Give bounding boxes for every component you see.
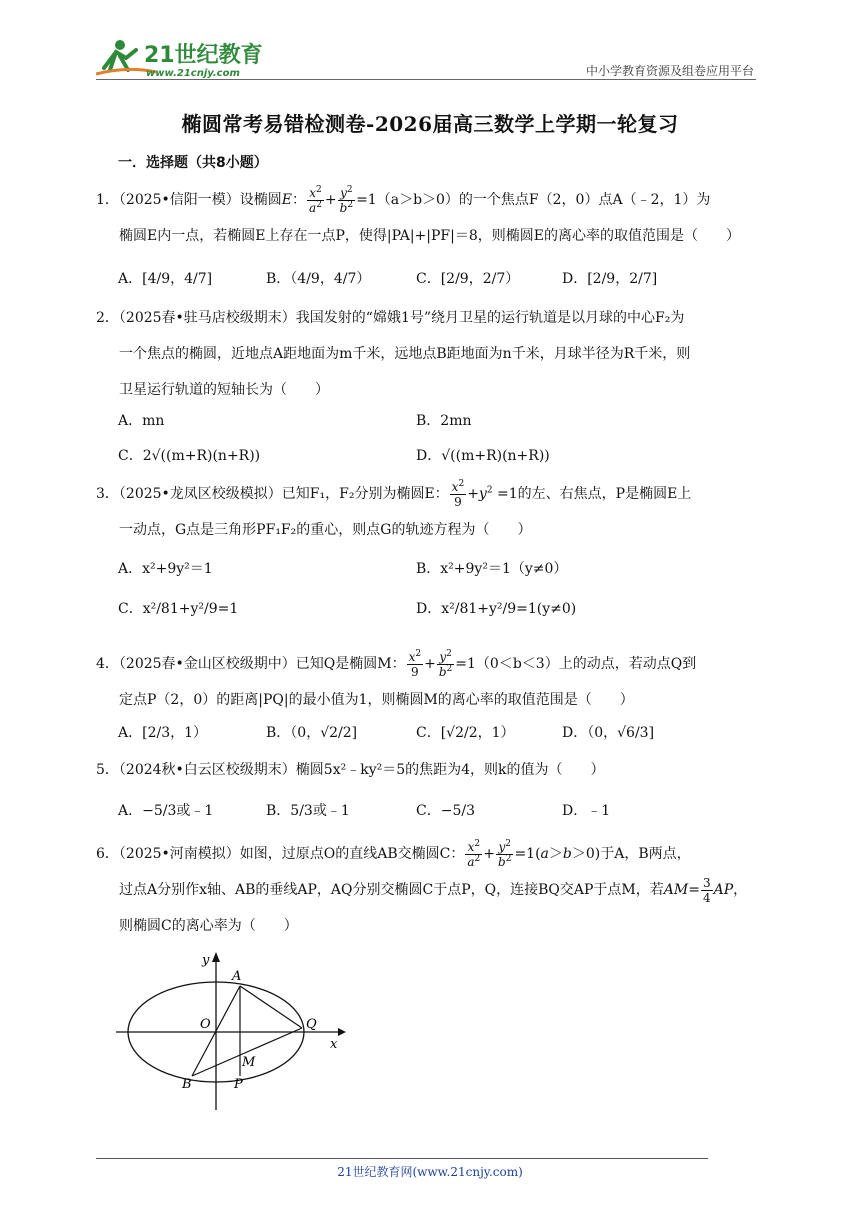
option-d: D．[2/9，2/7] — [562, 271, 658, 287]
section-heading: 一．选择题（共8小题） — [118, 155, 268, 171]
option-a: A．mn — [118, 413, 165, 429]
option-d: D．x²/81+y²/9=1(y≠0) — [416, 601, 577, 617]
option-c: C．x²/81+y²/9=1 — [118, 601, 239, 617]
option-c: C．−5/3 — [416, 803, 475, 819]
label-b: B — [182, 1077, 192, 1092]
option-c: C．[2/9，2/7） — [416, 271, 520, 287]
label-p: P — [234, 1077, 243, 1092]
x-axis-arrow-icon — [338, 1028, 346, 1036]
logo-text: 21世纪教育 — [144, 43, 263, 68]
option-a: A．[4/9，4/7] — [118, 271, 213, 287]
option-d: D．√((m+R)(n+R)) — [416, 448, 550, 464]
option-a: A．[2/3，1） — [118, 725, 208, 741]
option-b: B．（4/9，4/7） — [266, 271, 371, 287]
option-b: B．2mn — [416, 413, 472, 429]
footer-text: 21世纪教育网(www.21cnjy.com) — [337, 1165, 523, 1179]
option-b: B．5/3或﹣1 — [266, 803, 350, 819]
ellipse-figure — [116, 948, 356, 1112]
option-c: C．[√2/2，1） — [416, 725, 515, 741]
label-o: O — [200, 1017, 211, 1032]
option-a: A．x²+9y²＝1 — [118, 561, 213, 577]
footer-divider — [96, 1158, 708, 1159]
site-logo — [96, 36, 266, 80]
option-c: C．2√((m+R)(n+R)) — [118, 448, 261, 464]
header-divider — [96, 79, 756, 80]
question-6: 6．（2025•河南模拟）如图，过原点O的直线AB交椭圆C： $\frac{x^2}{a^2}$ + $\frac{y^2}{b^2}$ =1(a＞b＞0)于A，B两点， 过点A分别作x轴、AB的垂线AP，AQ分别交椭圆C于点P，Q，连接BQ交AP于点M，若AM= $\frac{3}{4}$ AP， 则椭圆C的离心率为（ ） — [96, 838, 748, 934]
document-title: 椭圆常考易错检测卷-2026届高三数学上学期一轮复习 — [181, 112, 679, 136]
label-a: A — [232, 969, 242, 984]
label-x: x — [330, 1037, 338, 1052]
option-d: D．﹣1 — [562, 803, 611, 819]
y-axis-arrow-icon — [212, 952, 220, 962]
question-1: 1．（2025•信阳一模）设椭圆E： $\frac{x^2}{a^2}$ + $\frac{y^2}{b^2}$ =1（a＞b＞0）的一个焦点F（2，0）点A（﹣2，1）为 椭圆E内一点，若椭圆E上存在一点P，使得|PA|+|PF|＝8，则椭圆E的离心率的取值范围是（ ） — [96, 184, 740, 244]
option-b: B．x²+9y²＝1（y≠0） — [416, 561, 568, 577]
option-b: B．（0，√2/2] — [266, 725, 358, 741]
platform-name: 中小学教育资源及组卷应用平台 — [585, 64, 754, 78]
option-a: A．−5/3或﹣1 — [118, 803, 214, 819]
question-2: 2．（2025春•驻马店校级期末）我国发射的“嫦娥1号”绕月卫星的运行轨道是以月球的中心F₂为 一个焦点的椭圆，近地点A距地面为m千米，远地点B距地面为n千米，月球半径为R千米，则 卫星运行轨道的短轴长为（ ） — [96, 310, 691, 398]
label-y: y — [202, 953, 210, 968]
option-d: D．（0，√6/3] — [562, 725, 655, 741]
question-5: 5．（2024秋•白云区校级期末）椭圆5x²﹣ky²＝5的焦距为4，则k的值为（ ） — [96, 762, 605, 778]
label-m: M — [242, 1055, 256, 1070]
question-3: 3．（2025•龙凤区校级模拟）已知F₁，F₂分别为椭圆E： $\frac{x^2}{9}$ $+y^2 =1$的左、右焦点，P是椭圆E上 一动点，G点是三角形PF₁F₂的重心，则点G的轨迹方程为（ ） — [96, 478, 692, 538]
logo-url: www.21cnjy.com — [146, 68, 240, 79]
question-4: 4．（2025春•金山区校级期中）已知Q是椭圆M： $\frac{x^2}{9}$ + $\frac{y^2}{b^2}$ =1（0＜b＜3）上的动点，若动点Q到 定点P（2，0）的距离|PQ|的最小值为1，则椭圆M的离心率的取值范围是（ ） — [96, 648, 697, 708]
label-q: Q — [306, 1017, 317, 1032]
